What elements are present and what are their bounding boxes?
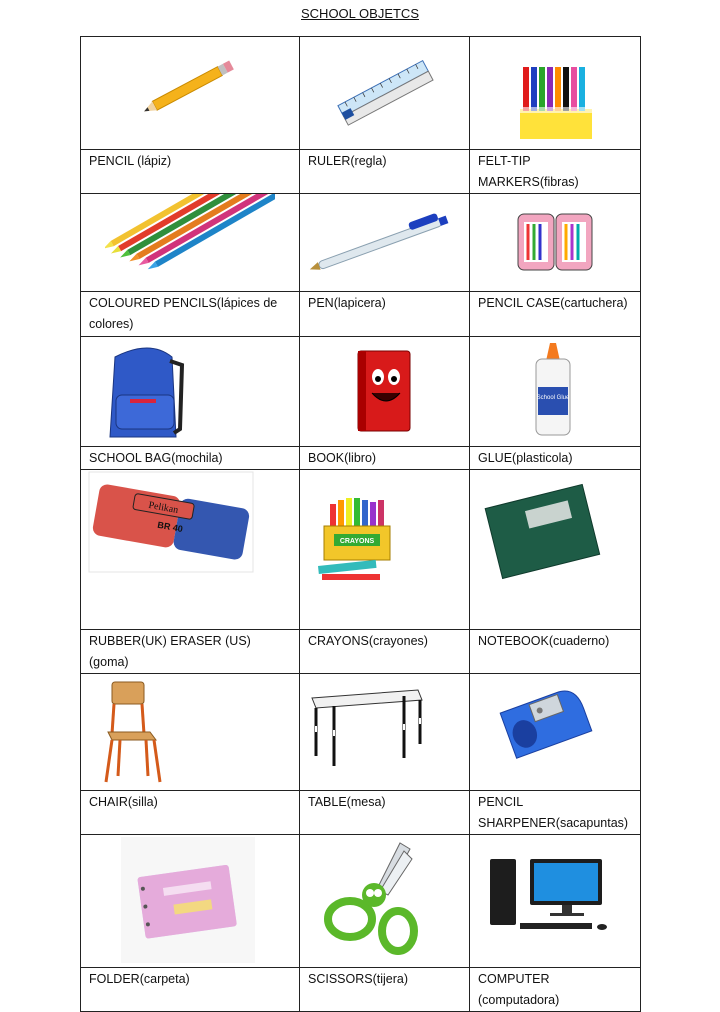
markers-image (470, 37, 641, 150)
label-school-bag: SCHOOL BAG(mochila) (81, 447, 300, 470)
notebook-image (470, 470, 641, 630)
crayons-image (300, 470, 470, 630)
label-book: BOOK(libro) (300, 447, 470, 470)
glue-image (470, 337, 641, 447)
eraser-image (81, 470, 300, 630)
page-title: SCHOOL OBJETCS (301, 6, 419, 21)
label-eraser: RUBBER(UK) ERASER (US) (goma) (81, 630, 300, 674)
label-pencil: PENCIL (lápiz) (81, 150, 300, 194)
sharpener-image (470, 674, 641, 791)
label-markers: FELT-TIP MARKERS(fibras) (470, 150, 641, 194)
crayons-box-text: CRAYONS (339, 538, 375, 545)
label-table: TABLE(mesa) (300, 791, 470, 835)
label-folder: FOLDER(carpeta) (81, 968, 300, 1012)
label-notebook: NOTEBOOK(cuaderno) (470, 630, 641, 674)
label-ruler: RULER(regla) (300, 150, 470, 194)
eraser-model-text: BR 40 (156, 519, 184, 535)
label-crayons: CRAYONS(crayones) (300, 630, 470, 674)
label-chair: CHAIR(silla) (81, 791, 300, 835)
label-computer: COMPUTER (computadora) (470, 968, 641, 1012)
chair-image (81, 674, 300, 791)
pencil-image (81, 37, 300, 150)
coloured-pencils-image (81, 194, 300, 292)
school-bag-image (81, 337, 300, 447)
pen-image (300, 194, 470, 292)
label-coloured-pencils: COLOURED PENCILS(lápices de colores) (81, 292, 300, 337)
label-pencil-case: PENCIL CASE(cartuchera) (470, 292, 641, 337)
scissors-image (300, 835, 470, 968)
vocabulary-table (80, 36, 641, 1012)
label-glue: GLUE(plasticola) (470, 447, 641, 470)
computer-image (470, 835, 641, 968)
label-sharpener: PENCIL SHARPENER(sacapuntas) (470, 791, 641, 835)
pencil-case-image (470, 194, 641, 292)
label-pen: PEN(lapicera) (300, 292, 470, 337)
folder-image (81, 835, 300, 968)
glue-label-text: School Glue (536, 395, 570, 401)
book-image (300, 337, 470, 447)
eraser-brand-text: Pelikan (147, 499, 180, 516)
ruler-image (300, 37, 470, 150)
label-scissors: SCISSORS(tijera) (300, 968, 470, 1012)
table-image (300, 674, 470, 791)
